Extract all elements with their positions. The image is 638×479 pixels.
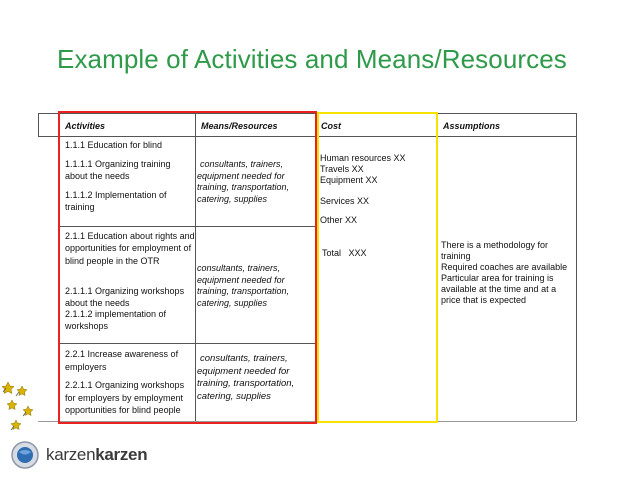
red-highlight-box [58, 111, 317, 424]
cost-other: Other XX [320, 215, 358, 225]
row3-means: consultants, trainers, equipment needed for training, transportation, catering, supplies [197, 353, 295, 402]
cost-travels: Travels XX [320, 164, 364, 174]
cost-total: Total XXX [322, 248, 367, 258]
yellow-highlight-box [317, 112, 438, 423]
page-title: Example of Activities and Means/Resources [57, 44, 567, 74]
assumption-1: There is a methodology for training [441, 240, 549, 261]
cost-services: Services XX [320, 196, 370, 206]
table-right-border [576, 113, 577, 421]
row1-activity-2: 1.1.1.1 Organizing training about the needs [65, 159, 171, 181]
table-left-border [38, 113, 39, 137]
header-cost: Cost [321, 121, 341, 131]
header-means: Means/Resources [201, 121, 278, 131]
star-figures-icon [0, 378, 48, 440]
logo [10, 440, 147, 470]
row1-activity-3: 1.1.1.2 Implementation of training [65, 190, 167, 212]
header-assumptions: Assumptions [443, 121, 501, 131]
cost-human-resources: Human resources XX [320, 153, 406, 163]
assumption-3: Particular area for training is available at the time and at a price that is expected [441, 273, 557, 305]
assumption-2: Required coaches are available [441, 262, 568, 272]
row2-activity-3: 2.1.1.2 implementation of workshops [65, 309, 167, 331]
row3-activity-2: 2.2.1.1 Organizing workshops for employers by employment opportunities for blind people [65, 380, 185, 415]
cost-equipment: Equipment XX [320, 175, 378, 185]
logo-text-left: karzen [46, 445, 96, 464]
row2-means: consultants, trainers, equipment needed for training, transportation, catering, supplies [197, 263, 290, 308]
row2-activity-2: 2.1.1.1 Organizing workshops about the needs [65, 286, 185, 308]
row1-activity-1: 1.1.1 Education for blind [65, 140, 163, 150]
logo-text-right: karzen [95, 445, 148, 464]
header-activities: Activities [65, 121, 106, 131]
assumptions-list [441, 240, 571, 306]
globe-logo-icon [10, 440, 40, 470]
row1-means: consultants, trainers, equipment needed for training, transportation, catering, supplies [197, 159, 290, 204]
logo-text [46, 445, 147, 465]
row3-activity-1: 2.2.1 Increase awareness of employers [65, 349, 179, 372]
row2-activity-1: 2.1.1 Education about rights and opportunities for employment of blind people in the OTR [65, 231, 195, 266]
